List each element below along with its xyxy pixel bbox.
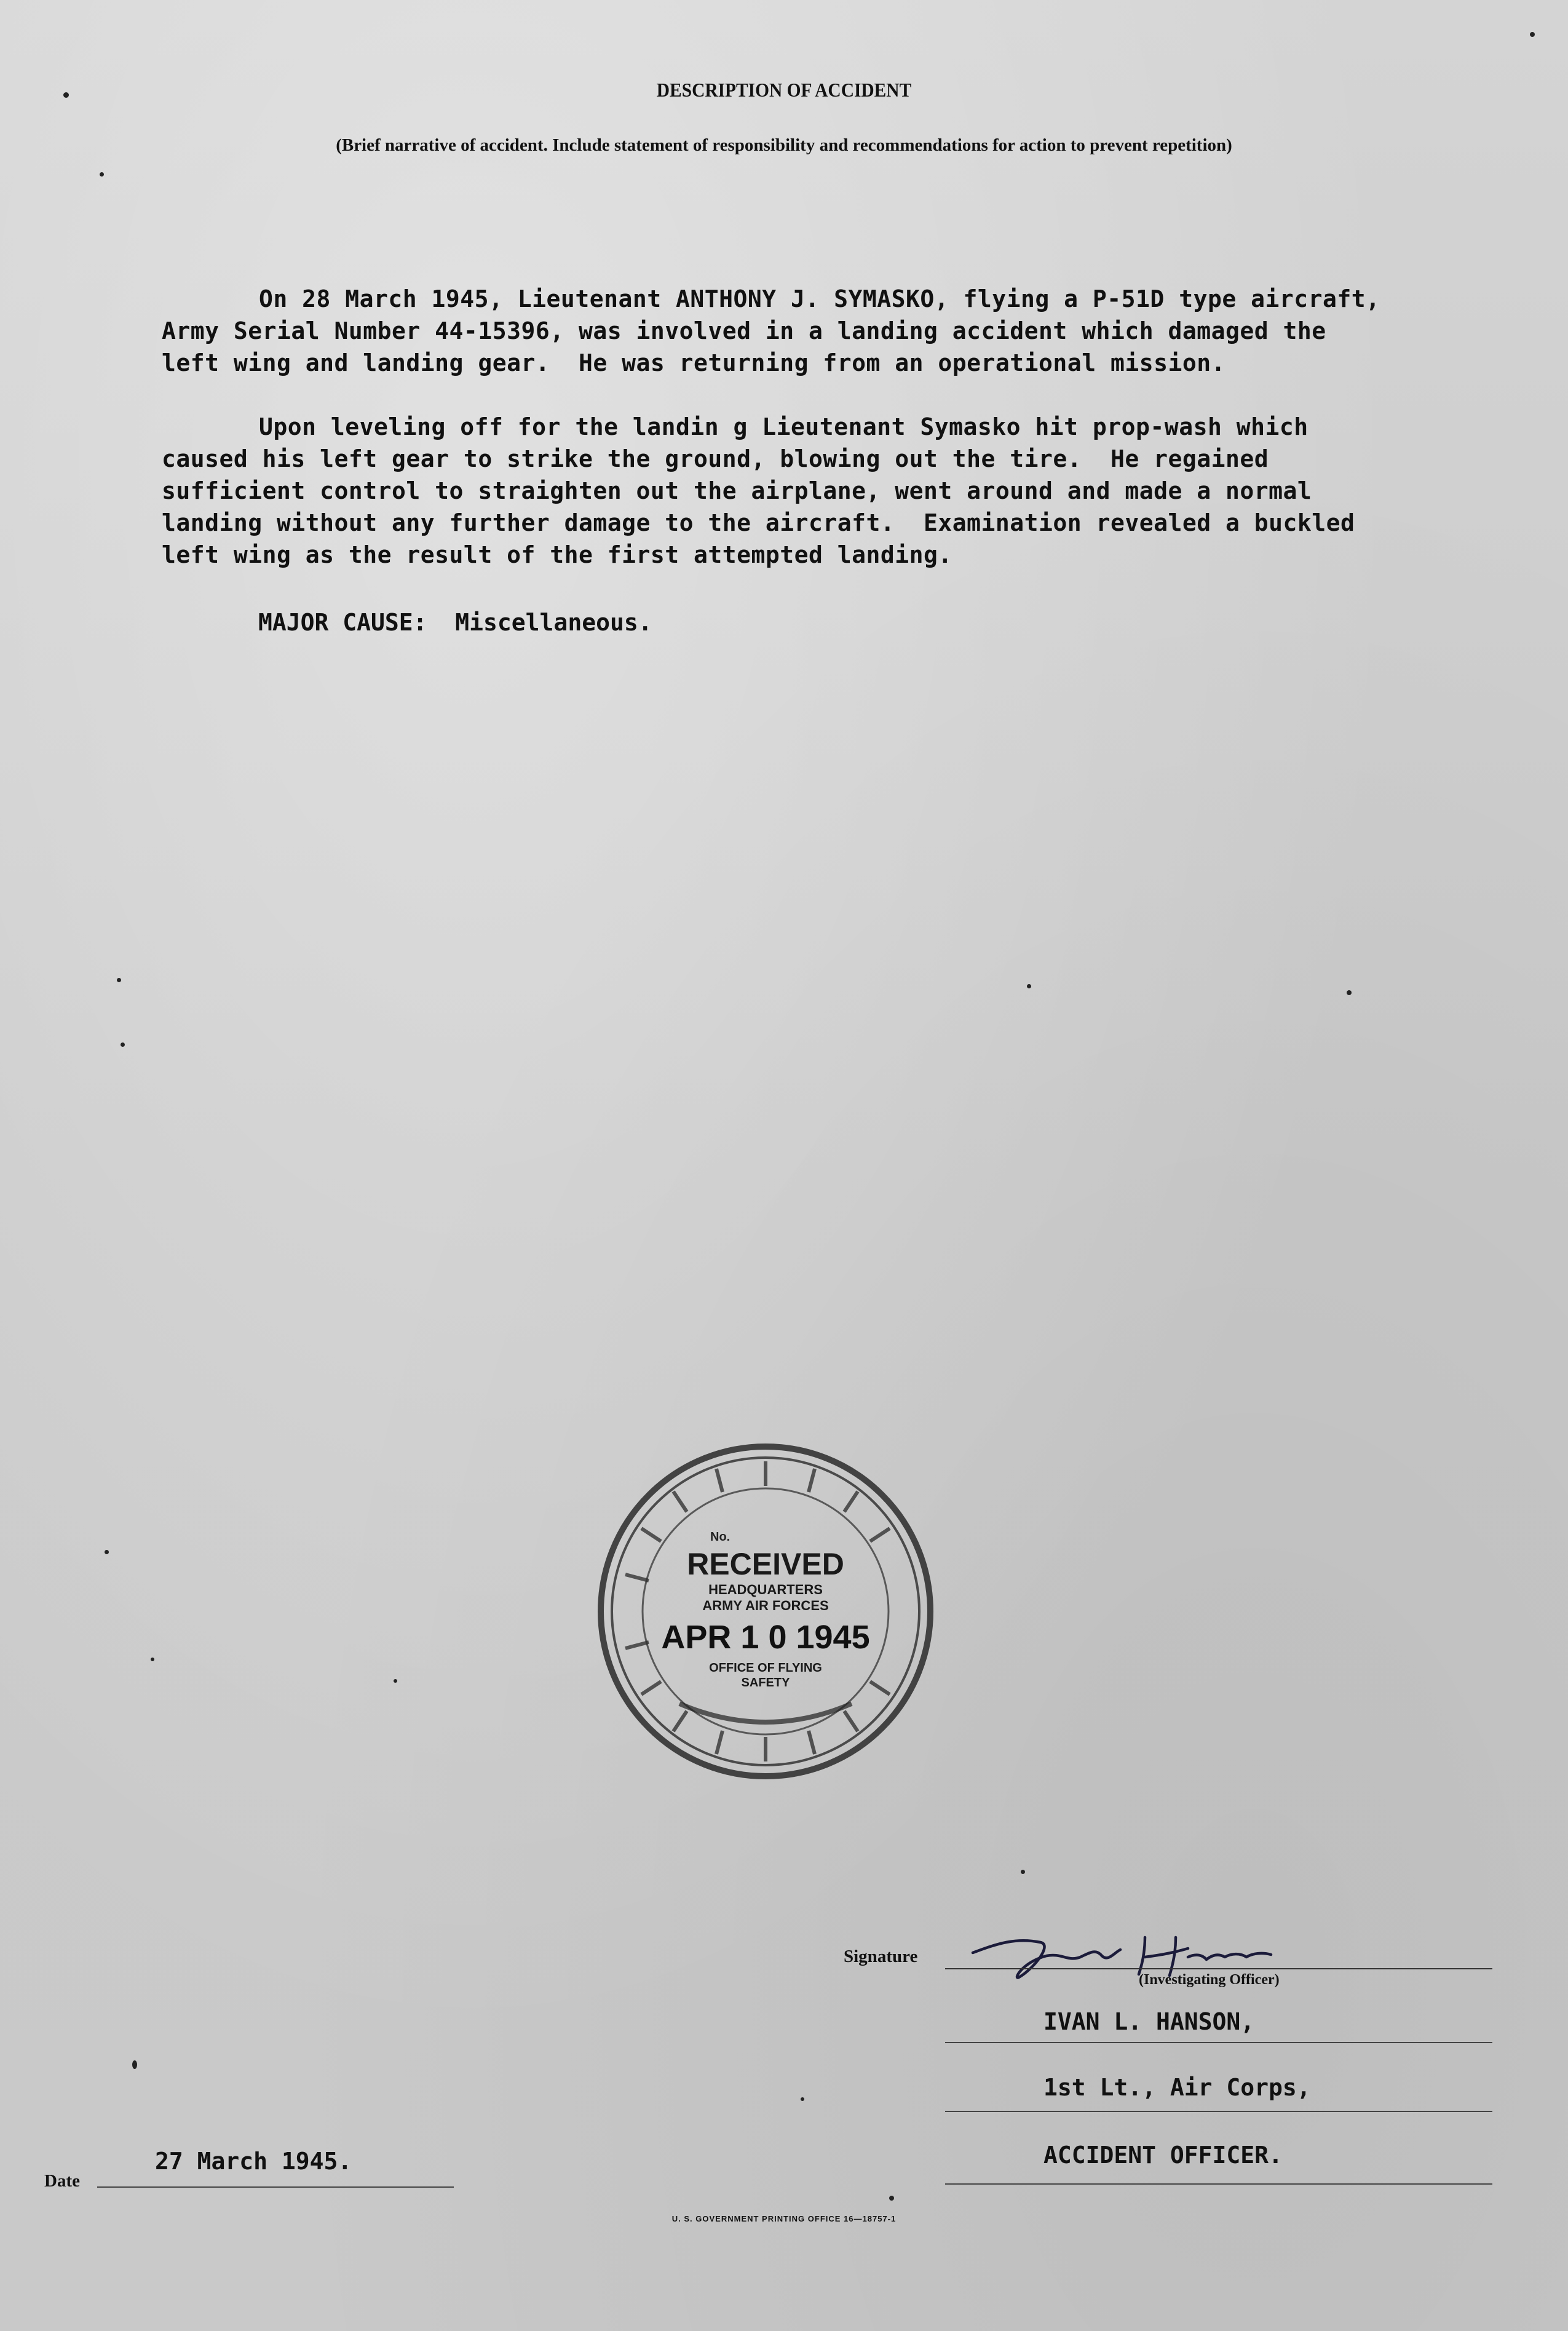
stamp-line-2: ARMY AIR FORCES: [702, 1598, 829, 1613]
signature-line: [945, 1968, 1492, 1969]
stamp-no-label: No.: [710, 1530, 731, 1544]
date-label: Date: [44, 2171, 80, 2191]
stamp-received: RECEIVED: [687, 1547, 844, 1581]
narrative-line: On 28 March 1945, Lieutenant ANTHONY J. SYMASKO, flying a P-51D type aircraft,: [259, 285, 1380, 312]
scan-speck: [151, 1658, 154, 1661]
scan-speck: [801, 2097, 804, 2101]
scan-speck: [121, 1042, 125, 1047]
scan-speck: [1347, 990, 1352, 995]
scan-speck: [132, 2060, 137, 2069]
narrative-line: caused his left gear to strike the ground, blowing out the tire. He regained: [162, 445, 1269, 472]
scan-speck: [100, 172, 104, 177]
officer-name: IVAN L. HANSON,: [1043, 2008, 1255, 2035]
date-value: 27 March 1945.: [155, 2148, 352, 2175]
narrative-paragraph-2: [162, 411, 1502, 571]
officer-rank: 1st Lt., Air Corps,: [1043, 2074, 1311, 2101]
form-instructions: (Brief narrative of accident. Include statement of responsibility and recommendations for action to prevent repetition): [336, 135, 1232, 155]
stamp-date: APR 1 0 1945: [661, 1619, 870, 1656]
stamp-office-1: OFFICE OF FLYING: [709, 1661, 822, 1675]
accident-narrative: [162, 283, 1502, 603]
narrative-line: left wing as the result of the first attempted landing.: [162, 541, 952, 568]
scan-speck: [1530, 32, 1535, 37]
stamp-line-1: HEADQUARTERS: [708, 1582, 823, 1597]
scan-speck: [889, 2196, 894, 2201]
signature-caption: (Investigating Officer): [1139, 1972, 1280, 1988]
scan-speck: [63, 92, 69, 98]
narrative-line: Upon leveling off for the landin g Lieutenant Symasko hit prop-wash which: [259, 413, 1309, 440]
major-cause: MAJOR CAUSE: Miscellaneous.: [258, 609, 652, 636]
title-rule: [945, 2183, 1492, 2185]
scan-speck: [394, 1679, 397, 1683]
stamp-graphic: [587, 1433, 944, 1790]
narrative-line: Army Serial Number 44-15396, was involved in a landing accident which damaged the: [162, 317, 1326, 344]
officer-title: ACCIDENT OFFICER.: [1043, 2142, 1283, 2169]
narrative-line: landing without any further damage to the aircraft. Examination revealed a buckled: [162, 509, 1355, 536]
scan-speck: [105, 1550, 109, 1554]
printing-office-footer: U. S. GOVERNMENT PRINTING OFFICE 16—18757-1: [671, 2214, 897, 2223]
signature-label: Signature: [844, 1947, 918, 1966]
form-title: DESCRIPTION OF ACCIDENT: [656, 79, 912, 101]
stamp-office-2: SAFETY: [741, 1676, 790, 1690]
name-rule: [945, 2042, 1492, 2043]
scan-speck: [117, 978, 121, 982]
narrative-line: left wing and landing gear. He was returning from an operational mission.: [162, 349, 1225, 376]
bleed-through: [92, 221, 838, 276]
scan-speck: [1027, 984, 1031, 988]
narrative-line: sufficient control to straighten out the airplane, went around and made a normal: [162, 477, 1312, 504]
rank-rule: [945, 2111, 1492, 2112]
received-stamp: [587, 1433, 944, 1790]
narrative-paragraph-1: [162, 283, 1502, 379]
scan-speck: [1021, 1870, 1025, 1874]
date-rule: [97, 2186, 454, 2188]
